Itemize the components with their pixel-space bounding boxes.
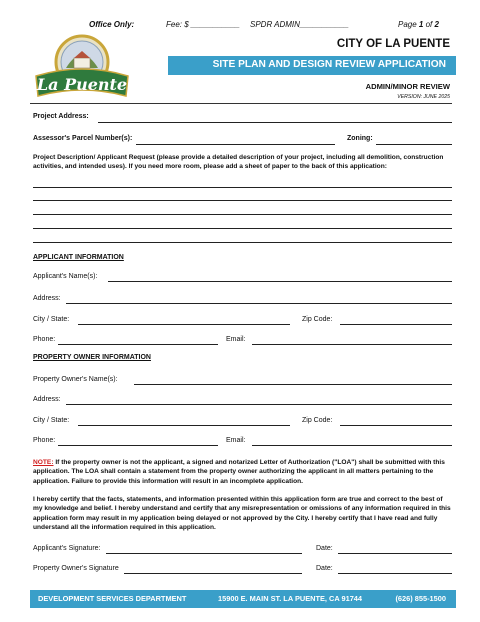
spdr-admin-field: SPDR ADMIN___________	[250, 20, 349, 29]
applicant-date-field[interactable]	[338, 553, 452, 554]
form-title: SITE PLAN AND DESIGN REVIEW APPLICATION	[212, 59, 446, 70]
applicant-zip-label: Zip Code:	[302, 316, 333, 323]
loa-note	[33, 458, 453, 486]
footer-phone: (626) 855-1500	[395, 594, 446, 603]
title-banner	[168, 56, 456, 75]
owner-name-field[interactable]	[134, 384, 452, 385]
project-address-field[interactable]	[98, 122, 452, 123]
form-subtitle: ADMIN/MINOR REVIEW	[365, 82, 450, 91]
applicant-address-field[interactable]	[66, 303, 452, 304]
applicant-zip-field[interactable]	[340, 324, 452, 325]
page-indicator: Page 1 of 2	[398, 20, 439, 29]
parcel-number-field[interactable]	[136, 144, 335, 145]
footer-bar	[30, 590, 456, 608]
city-title: CITY OF LA PUENTE	[336, 38, 450, 50]
owner-phone-field[interactable]	[58, 445, 218, 446]
owner-city-label: City / State:	[33, 417, 70, 424]
project-description-label: Project Description/ Applicant Request (please provide a detailed description of your project, including all demolition, construction activities, and intended uses). If you need more room, please add a sheet of paper to the back of this application:	[33, 154, 444, 171]
certification-text: I hereby certify that the facts, statements, and information presented within this application form are true and correct to the best of my knowledge and belief. I hereby understand and certify that any misrepresentation or omissions of any information required in this application form may result in my application being delayed or not approved by the City. I hereby certify that I have read and fully understand all the information required in this application.	[33, 496, 451, 532]
owner-zip-field[interactable]	[340, 425, 452, 426]
description-line-2[interactable]	[33, 200, 452, 201]
applicant-city-field[interactable]	[78, 324, 290, 325]
applicant-city-label: City / State:	[33, 316, 70, 323]
owner-address-field[interactable]	[66, 404, 452, 405]
logo-text: La Puente	[36, 75, 128, 94]
note-label: NOTE:	[33, 459, 54, 466]
zoning-field[interactable]	[376, 144, 452, 145]
owner-zip-label: Zip Code:	[302, 417, 333, 424]
owner-address-label: Address:	[33, 396, 61, 403]
owner-city-field[interactable]	[78, 425, 290, 426]
applicant-signature-field[interactable]	[106, 553, 302, 554]
office-only-label: Office Only:	[89, 20, 135, 29]
owner-signature-field[interactable]	[124, 573, 302, 574]
applicant-address-label: Address:	[33, 295, 61, 302]
owner-date-field[interactable]	[338, 573, 452, 574]
applicant-phone-field[interactable]	[58, 344, 218, 345]
owner-signature-label: Property Owner's Signature	[33, 565, 119, 572]
applicant-info-heading: APPLICANT INFORMATION	[33, 254, 124, 261]
owner-date-label: Date:	[316, 565, 333, 572]
owner-name-label: Property Owner's Name(s):	[33, 376, 118, 383]
applicant-signature-label: Applicant's Signature:	[33, 545, 101, 552]
version-label: VERSION: JUNE 2025	[397, 94, 450, 100]
parcel-number-label: Assessor's Parcel Number(s):	[33, 135, 133, 142]
description-line-5[interactable]	[33, 242, 452, 243]
applicant-date-label: Date:	[316, 545, 333, 552]
zoning-label: Zoning:	[347, 135, 373, 142]
owner-email-label: Email:	[226, 437, 246, 444]
applicant-email-field[interactable]	[252, 344, 452, 345]
description-line-3[interactable]	[33, 214, 452, 215]
footer-department: DEVELOPMENT SERVICES DEPARTMENT	[38, 594, 187, 603]
fee-field: Fee: $ ___________	[166, 20, 240, 29]
owner-info-heading: PROPERTY OWNER INFORMATION	[33, 354, 151, 361]
project-address-label: Project Address:	[33, 113, 89, 120]
owner-email-field[interactable]	[252, 445, 452, 446]
note-text: If the property owner is not the applicant, a signed and notarized Letter of Authorization ("LOA") shall be submitted with this application. The LOA shall contain a statement from the property owner authorizing the applicant in all matters pertaining to the application. Failure to provide this information will result in an incomplete application.	[33, 459, 445, 485]
owner-phone-label: Phone:	[33, 437, 56, 444]
description-line-4[interactable]	[33, 228, 452, 229]
header-divider	[30, 103, 452, 104]
applicant-name-label: Applicant's Name(s):	[33, 273, 98, 280]
la-puente-logo	[30, 32, 134, 104]
footer-address: 15900 E. MAIN ST. LA PUENTE, CA 91744	[218, 594, 363, 603]
applicant-name-field[interactable]	[108, 281, 452, 282]
description-line-1[interactable]	[33, 187, 452, 188]
applicant-email-label: Email:	[226, 336, 246, 343]
applicant-phone-label: Phone:	[33, 336, 56, 343]
